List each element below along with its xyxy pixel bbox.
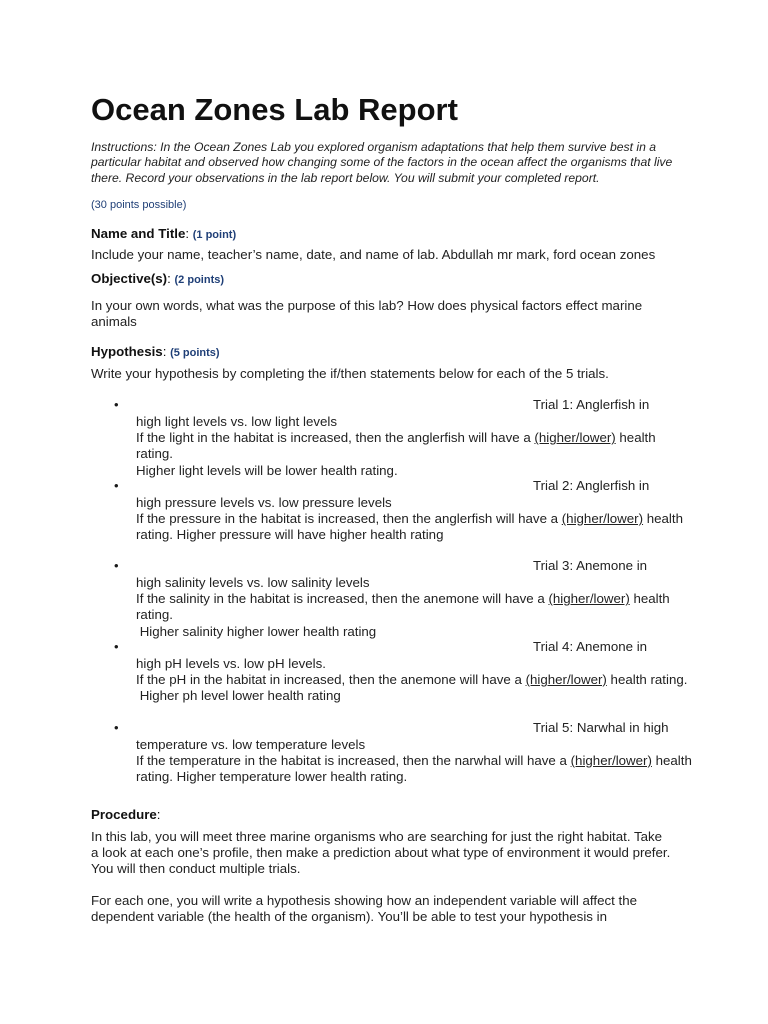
trial-5-bullet: • — [114, 720, 119, 735]
hypothesis-heading: Hypothesis: (5 points) — [91, 344, 220, 359]
trial-2-blank: (higher/lower) — [561, 511, 644, 527]
trial-5-statement: If the temperature in the habitat is increased, then the narwhal will have a (higher/lower) health rating. Higher temperature lower health rating. — [136, 753, 692, 785]
trial-3-title: Trial 3: Anemone in — [533, 558, 648, 573]
trial-5-blank: (higher/lower) — [570, 753, 652, 769]
trial-3-subtitle: high salinity levels vs. low salinity levels — [136, 575, 370, 590]
procedure-heading: Procedure: — [91, 807, 161, 822]
trial-1-title: Trial 1: Anglerfish in — [533, 397, 650, 412]
trial-1-answer: Higher light levels will be lower health rating. — [136, 462, 398, 478]
procedure-paragraph-2: For each one, you will write a hypothesis showing how an independent variable will affect the dependent variable (the health of the organism). You’ll be able to test your hypothesis in — [91, 893, 637, 925]
trial-2-statement: If the pressure in the habitat is increased, then the anglerfish will have a (higher/lower) health rating. Higher pressure will have higher health rating — [136, 511, 683, 543]
objective-label: Objective(s) — [91, 271, 168, 286]
hypothesis-points: (5 points) — [170, 347, 220, 359]
trial-1-bullet: • — [114, 397, 119, 412]
trial-4-statement: If the pH in the habitat in increased, then the anemone will have a (higher/lower) health rating. — [136, 672, 688, 688]
trial-4-bullet: • — [114, 639, 119, 654]
points-possible: (30 points possible) — [91, 199, 187, 211]
trial-4-blank: (higher/lower) — [525, 672, 607, 688]
name-title-label: Name and Title — [91, 226, 186, 241]
trial-2-body — [136, 495, 696, 544]
trial-1-body — [136, 414, 696, 479]
hypothesis-label: Hypothesis — [91, 344, 163, 359]
trial-5-body — [136, 737, 696, 786]
trial-2-subtitle: high pressure levels vs. low pressure levels — [136, 495, 392, 510]
objective-points: (2 points) — [174, 274, 225, 286]
trial-2-bullet: • — [114, 478, 119, 493]
trial-5-subtitle: temperature vs. low temperature levels — [136, 737, 366, 752]
instructions-text: Instructions: In the Ocean Zones Lab you explored organism adaptations that help them survive best in a particular habitat and observed how changing some of the factors in the ocean affect the organisms that live there. Record your observations in the lab report below. You will submit your completed report. — [91, 140, 673, 185]
trial-4-subtitle: high pH levels vs. low pH levels. — [136, 656, 326, 671]
name-title-text: Include your name, teacher’s name, date, and name of lab. Abdullah mr mark, ford ocean zones — [91, 247, 656, 262]
trial-4-title: Trial 4: Anemone in — [533, 639, 648, 654]
trial-1-blank: (higher/lower) — [534, 430, 616, 446]
trial-3-blank: (higher/lower) — [548, 591, 630, 607]
objective-text: In your own words, what was the purpose of this lab? How does physical factors effect marine animals — [91, 298, 643, 330]
name-title-heading: Name and Title: (1 point) — [91, 226, 237, 241]
page-title: Ocean Zones Lab Report — [91, 92, 458, 127]
trial-5-title: Trial 5: Narwhal in high — [533, 720, 669, 735]
trial-1-statement: If the light in the habitat is increased, then the anglerfish will have a (higher/lower) health rating. — [136, 430, 656, 462]
trial-3-statement: If the salinity in the habitat is increased, then the anemone will have a (higher/lower) health rating. — [136, 591, 670, 623]
trial-1-subtitle: high light levels vs. low light levels — [136, 414, 338, 429]
trial-4-body — [136, 656, 696, 705]
procedure-paragraph-1: In this lab, you will meet three marine organisms who are searching for just the right habitat. Take a look at each one’s profile, then make a prediction about what type of environment it would prefer. You will then conduct multiple trials. — [91, 829, 671, 877]
trial-3-answer: Higher salinity higher lower health rating — [136, 623, 377, 639]
procedure-label: Procedure — [91, 807, 157, 822]
name-title-points: (1 point) — [192, 229, 237, 241]
trial-3-bullet: • — [114, 558, 119, 573]
trial-2-title: Trial 2: Anglerfish in — [533, 478, 650, 493]
hypothesis-intro: Write your hypothesis by completing the if/then statements below for each of the 5 trials. — [91, 366, 609, 381]
trial-4-answer: Higher ph level lower health rating — [136, 688, 341, 704]
trial-3-body — [136, 575, 696, 640]
objective-heading: Objective(s): (2 points) — [91, 271, 225, 286]
